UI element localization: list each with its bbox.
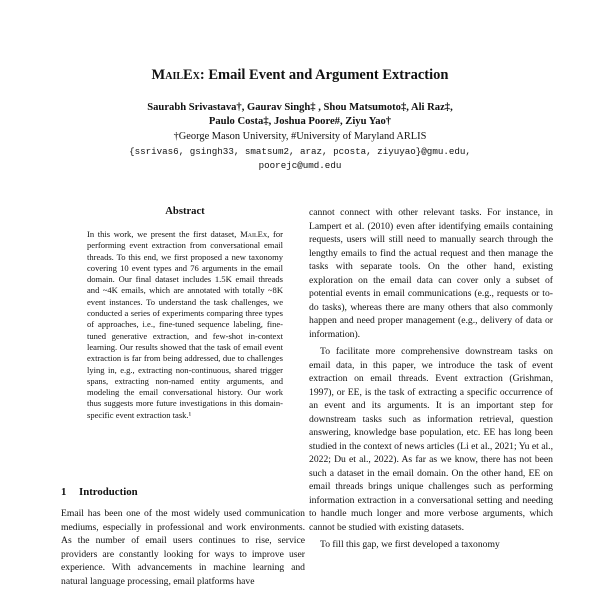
author-emails [0,145,600,173]
right-column-text [309,206,553,552]
right-paragraph-3: To fill this gap, we first developed a taxonomy [320,539,500,550]
section-number: 1 [61,486,67,498]
left-column-text [61,507,305,588]
intro-paragraph-1: Email has been one of the most widely used communication mediums, especially in professional and work environments. As the number of email users continues to rise, service providers are constantly looking for ways to improve user experience. With advancements in machine learning and natural language processing, email platforms have [61,508,305,587]
title-system-name: MailEx [151,67,200,83]
affiliations: †George Mason University, #University of Maryland ARLIS [173,131,427,142]
emails-line-2: poorejc@umd.edu [258,160,342,171]
abstract-body: , for performing event extraction from conversational email threads. To this end, we first proposed a new taxonomy covering 10 event types and 76 arguments in the email domain. Our final dataset includes 1.5K email threads and ~4K emails, which are annotated with totally ~8K event instances. To understand the task challenges, we conducted a series of experiments comparing three types of approaches, i.e., fine-tuned sequence labeling, fine-tuned generative extraction, and few-shot in-context learning. Our results showed that the task of email event extraction is far from being addressed, due to challenges lying in, e.g., extracting non-continuous, shared trigger spans, extracting non-named entity arguments, and modeling the email conversational history. Our work thus suggests more future investigations in this domain-specific event extraction task.¹ [87,229,283,420]
author-list [0,101,600,129]
emails-line-1: {ssrivas6, gsingh33, smatsum2, araz, pcosta, ziyuyao}@gmu.edu, [129,146,471,157]
paper-title [0,67,600,84]
section-title: Introduction [79,486,138,498]
section-heading-introduction [61,486,301,498]
right-paragraph-2: To facilitate more comprehensive downstream tasks on email data, in this paper, we introduce the task of event extraction on email threads. Event extraction (Grishman, 1997), or EE, is the task of extracting a specific occurrence of an event and its arguments. It is an important step for downstream tasks such as information retrieval, question answering, knowledge base population, etc. EE has long been studied in the context of news articles (Li et al., 2021; Yu et al., 2022; Du et al., 2022). As far as we know, there has not been such a dataset in the email domain. On the other hand, EE on email threads brings unique challenges such as performing information extraction in a conversational setting and needing to handle much longer and more verbose arguments, which cannot be studied with existing datasets. [309,346,553,533]
abstract-lead: In this work, we present the first dataset, [87,229,241,239]
authors-line-1: Saurabh Srivastava†, Gaurav Singh‡ , Shou Matsumoto‡, Ali Raz‡, [147,102,453,113]
abstract-text [87,229,283,421]
authors-line-2: Paulo Costa‡, Joshua Poore#, Ziyu Yao† [208,116,392,127]
abstract-system-name: MailEx [240,229,268,239]
abstract-heading: Abstract [165,206,205,217]
right-paragraph-1: cannot connect with other relevant tasks. For instance, in Lampert et al. (2010) even after identifying emails containing requests, users will still need to manually search through the lengthy emails to find the actual request and then manage the tasks with separate tools. On the other hand, existing exploration on the email data can cover only a subset of potential events in email communications (e.g., requests or to-do tasks), whereas there are many others that also commonly happen and need proper management (e.g., delivery of data or information). [309,207,553,340]
title-rest: : Email Event and Argument Extraction [199,67,449,83]
